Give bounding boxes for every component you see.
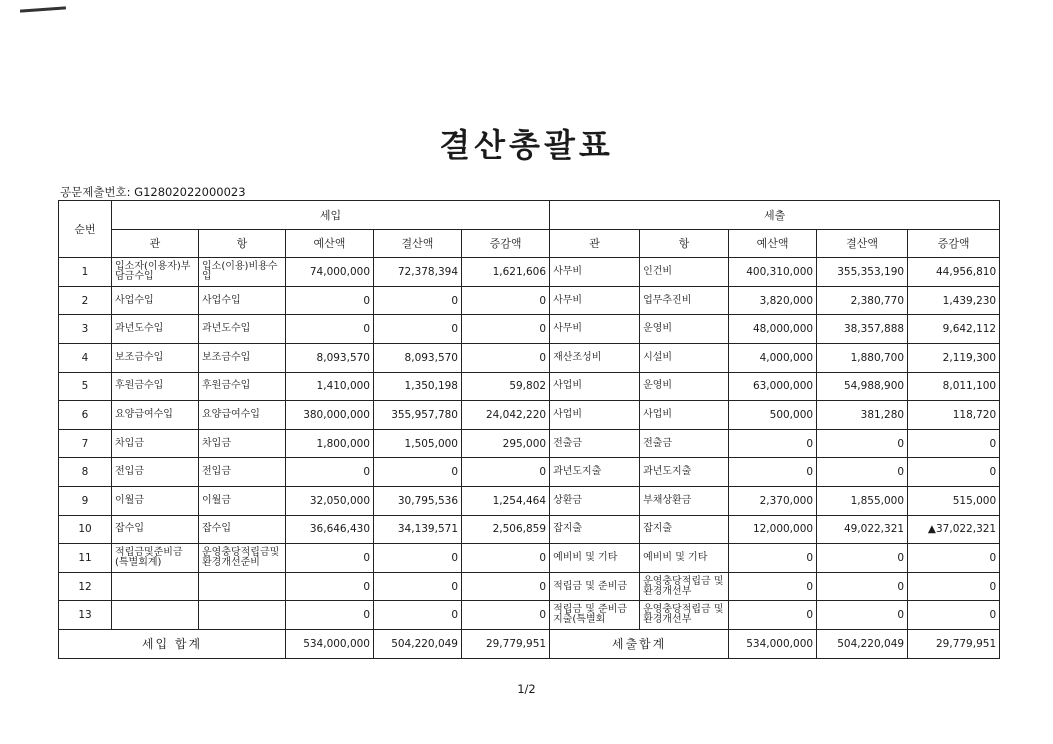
- income-diff-cell: 0: [462, 286, 550, 315]
- income-diff-header: 증감액: [462, 229, 550, 258]
- expense-settled-cell: 0: [817, 544, 908, 573]
- expense-hang-cell: 사업비: [640, 401, 729, 430]
- income-header: 세입: [112, 201, 550, 230]
- income-hang-cell: 잡수입: [199, 515, 286, 544]
- income-hang-cell: 이월금: [199, 486, 286, 515]
- expense-hang-cell: 운영충당적립금 및 환경개선부: [640, 572, 729, 601]
- income-budget-cell: 380,000,000: [286, 401, 374, 430]
- income-diff-cell: 0: [462, 601, 550, 630]
- expense-budget-cell: 63,000,000: [729, 372, 817, 401]
- income-budget-cell: 0: [286, 544, 374, 573]
- expense-budget-header: 예산액: [729, 229, 817, 258]
- expense-gwan-cell: 사무비: [550, 286, 640, 315]
- income-diff-cell: 0: [462, 458, 550, 487]
- expense-gwan-cell: 재산조성비: [550, 343, 640, 372]
- income-total-budget: 534,000,000: [286, 629, 374, 658]
- expense-diff-cell: ▲37,022,321: [908, 515, 1000, 544]
- income-gwan-cell: 차입금: [112, 429, 199, 458]
- expense-header: 세출: [550, 201, 1000, 230]
- expense-budget-cell: 0: [729, 544, 817, 573]
- income-hang-cell: 전입금: [199, 458, 286, 487]
- income-gwan-header: 관: [112, 229, 199, 258]
- income-hang-cell: 보조금수입: [199, 343, 286, 372]
- income-gwan-cell: [112, 572, 199, 601]
- expense-budget-cell: 400,310,000: [729, 258, 817, 287]
- expense-gwan-cell: 상환금: [550, 486, 640, 515]
- income-hang-cell: [199, 601, 286, 630]
- income-budget-cell: 36,646,430: [286, 515, 374, 544]
- document-title: 결산총괄표: [439, 126, 614, 164]
- expense-settled-cell: 0: [817, 429, 908, 458]
- income-budget-cell: 1,410,000: [286, 372, 374, 401]
- expense-budget-cell: 0: [729, 601, 817, 630]
- expense-budget-cell: 0: [729, 458, 817, 487]
- expense-budget-cell: 3,820,000: [729, 286, 817, 315]
- income-gwan-cell: 과년도수입: [112, 315, 199, 344]
- row-number-cell: 4: [59, 343, 112, 372]
- expense-settled-header: 결산액: [817, 229, 908, 258]
- expense-gwan-cell: 잡지출: [550, 515, 640, 544]
- income-diff-cell: 0: [462, 343, 550, 372]
- table-row: [59, 401, 1000, 430]
- expense-diff-cell: 0: [908, 572, 1000, 601]
- expense-hang-cell: 운영충당적립금 및 환경개선부: [640, 601, 729, 630]
- row-number-cell: 9: [59, 486, 112, 515]
- income-budget-cell: 0: [286, 315, 374, 344]
- income-hang-cell: 차입금: [199, 429, 286, 458]
- scan-mark: [20, 6, 66, 12]
- income-settled-cell: 0: [374, 286, 462, 315]
- income-total-label: 세입 합계: [59, 629, 286, 658]
- income-diff-cell: 0: [462, 544, 550, 573]
- totals-row: [59, 629, 1000, 658]
- expense-diff-header: 증감액: [908, 229, 1000, 258]
- expense-budget-cell: 2,370,000: [729, 486, 817, 515]
- income-budget-cell: 0: [286, 286, 374, 315]
- income-hang-cell: [199, 572, 286, 601]
- income-diff-cell: 0: [462, 315, 550, 344]
- expense-total-budget: 534,000,000: [729, 629, 817, 658]
- expense-settled-cell: 1,855,000: [817, 486, 908, 515]
- expense-hang-cell: 예비비 및 기타: [640, 544, 729, 573]
- expense-diff-cell: 0: [908, 601, 1000, 630]
- expense-diff-cell: 1,439,230: [908, 286, 1000, 315]
- income-diff-cell: 59,802: [462, 372, 550, 401]
- row-number-cell: 5: [59, 372, 112, 401]
- expense-total-settled: 504,220,049: [817, 629, 908, 658]
- expense-settled-cell: 0: [817, 601, 908, 630]
- expense-hang-cell: 부채상환금: [640, 486, 729, 515]
- income-total-settled: 504,220,049: [374, 629, 462, 658]
- income-settled-cell: 0: [374, 572, 462, 601]
- expense-settled-cell: 2,380,770: [817, 286, 908, 315]
- income-settled-cell: 1,350,198: [374, 372, 462, 401]
- expense-settled-cell: 49,022,321: [817, 515, 908, 544]
- income-gwan-cell: 적립금및준비금(특별회계): [112, 544, 199, 573]
- expense-gwan-cell: 사무비: [550, 258, 640, 287]
- row-number-cell: 7: [59, 429, 112, 458]
- table-body: [59, 258, 1000, 630]
- row-number-cell: 11: [59, 544, 112, 573]
- income-diff-cell: 295,000: [462, 429, 550, 458]
- income-settled-cell: 8,093,570: [374, 343, 462, 372]
- expense-diff-cell: 44,956,810: [908, 258, 1000, 287]
- expense-diff-cell: 515,000: [908, 486, 1000, 515]
- expense-hang-cell: 잡지출: [640, 515, 729, 544]
- income-gwan-cell: 요양급여수입: [112, 401, 199, 430]
- expense-hang-cell: 운영비: [640, 315, 729, 344]
- income-gwan-cell: 입소자(이용자)부담금수입: [112, 258, 199, 287]
- income-settled-header: 결산액: [374, 229, 462, 258]
- income-hang-cell: 운영충당적립금및환경개선준비: [199, 544, 286, 573]
- seq-header: 순번: [59, 201, 112, 258]
- row-number-cell: 2: [59, 286, 112, 315]
- page-number: 1/2: [517, 682, 536, 696]
- income-diff-cell: 2,506,859: [462, 515, 550, 544]
- income-gwan-cell: [112, 601, 199, 630]
- income-hang-header: 항: [199, 229, 286, 258]
- income-hang-cell: 후원금수입: [199, 372, 286, 401]
- row-number-cell: 10: [59, 515, 112, 544]
- expense-gwan-cell: 사업비: [550, 401, 640, 430]
- income-diff-cell: 1,621,606: [462, 258, 550, 287]
- expense-diff-cell: 9,642,112: [908, 315, 1000, 344]
- header-row-2: [59, 229, 1000, 258]
- expense-hang-cell: 시설비: [640, 343, 729, 372]
- expense-budget-cell: 12,000,000: [729, 515, 817, 544]
- income-hang-cell: 입소(이용)비용수입: [199, 258, 286, 287]
- income-settled-cell: 0: [374, 544, 462, 573]
- expense-gwan-cell: 적립금 및 준비금: [550, 572, 640, 601]
- expense-total-label: 세출합계: [550, 629, 729, 658]
- income-gwan-cell: 후원금수입: [112, 372, 199, 401]
- expense-diff-cell: 2,119,300: [908, 343, 1000, 372]
- expense-budget-cell: 4,000,000: [729, 343, 817, 372]
- row-number-cell: 1: [59, 258, 112, 287]
- income-diff-cell: 24,042,220: [462, 401, 550, 430]
- expense-budget-cell: 48,000,000: [729, 315, 817, 344]
- expense-gwan-header: 관: [550, 229, 640, 258]
- header-row-1: [59, 201, 1000, 230]
- table-row: [59, 544, 1000, 573]
- income-settled-cell: 30,795,536: [374, 486, 462, 515]
- table-row: [59, 315, 1000, 344]
- expense-gwan-cell: 전출금: [550, 429, 640, 458]
- income-gwan-cell: 잡수입: [112, 515, 199, 544]
- table-row: [59, 343, 1000, 372]
- expense-gwan-cell: 적립금 및 준비금 지출(특별회: [550, 601, 640, 630]
- expense-diff-cell: 8,011,100: [908, 372, 1000, 401]
- expense-hang-cell: 운영비: [640, 372, 729, 401]
- expense-settled-cell: 0: [817, 458, 908, 487]
- income-gwan-cell: 이월금: [112, 486, 199, 515]
- expense-settled-cell: 381,280: [817, 401, 908, 430]
- income-gwan-cell: 사업수입: [112, 286, 199, 315]
- document-number: 공문제출번호: G12802022000023: [60, 185, 246, 199]
- income-gwan-cell: 보조금수입: [112, 343, 199, 372]
- expense-diff-cell: 0: [908, 544, 1000, 573]
- table-row: [59, 372, 1000, 401]
- expense-diff-cell: 0: [908, 458, 1000, 487]
- income-budget-cell: 8,093,570: [286, 343, 374, 372]
- income-gwan-cell: 전입금: [112, 458, 199, 487]
- income-settled-cell: 34,139,571: [374, 515, 462, 544]
- table-row: [59, 515, 1000, 544]
- income-diff-cell: 0: [462, 572, 550, 601]
- income-hang-cell: 과년도수입: [199, 315, 286, 344]
- expense-gwan-cell: 사업비: [550, 372, 640, 401]
- income-settled-cell: 72,378,394: [374, 258, 462, 287]
- row-number-cell: 12: [59, 572, 112, 601]
- expense-settled-cell: 355,353,190: [817, 258, 908, 287]
- expense-hang-cell: 업무추진비: [640, 286, 729, 315]
- income-settled-cell: 0: [374, 458, 462, 487]
- income-budget-cell: 32,050,000: [286, 486, 374, 515]
- table-row: [59, 458, 1000, 487]
- expense-settled-cell: 54,988,900: [817, 372, 908, 401]
- income-settled-cell: 1,505,000: [374, 429, 462, 458]
- table-row: [59, 486, 1000, 515]
- table-row: [59, 572, 1000, 601]
- settlement-summary-table: [58, 200, 1000, 659]
- table-row: [59, 286, 1000, 315]
- table-row: [59, 258, 1000, 287]
- expense-budget-cell: 0: [729, 429, 817, 458]
- expense-settled-cell: 1,880,700: [817, 343, 908, 372]
- income-settled-cell: 355,957,780: [374, 401, 462, 430]
- table-row: [59, 429, 1000, 458]
- income-hang-cell: 요양급여수입: [199, 401, 286, 430]
- expense-budget-cell: 500,000: [729, 401, 817, 430]
- income-budget-cell: 0: [286, 601, 374, 630]
- income-budget-cell: 74,000,000: [286, 258, 374, 287]
- row-number-cell: 8: [59, 458, 112, 487]
- row-number-cell: 13: [59, 601, 112, 630]
- expense-gwan-cell: 예비비 및 기타: [550, 544, 640, 573]
- income-settled-cell: 0: [374, 601, 462, 630]
- table-row: [59, 601, 1000, 630]
- expense-diff-cell: 118,720: [908, 401, 1000, 430]
- expense-budget-cell: 0: [729, 572, 817, 601]
- expense-gwan-cell: 과년도지출: [550, 458, 640, 487]
- row-number-cell: 6: [59, 401, 112, 430]
- expense-gwan-cell: 사무비: [550, 315, 640, 344]
- expense-settled-cell: 38,357,888: [817, 315, 908, 344]
- row-number-cell: 3: [59, 315, 112, 344]
- income-settled-cell: 0: [374, 315, 462, 344]
- income-hang-cell: 사업수입: [199, 286, 286, 315]
- income-diff-cell: 1,254,464: [462, 486, 550, 515]
- expense-diff-cell: 0: [908, 429, 1000, 458]
- expense-hang-cell: 전출금: [640, 429, 729, 458]
- expense-settled-cell: 0: [817, 572, 908, 601]
- expense-hang-cell: 과년도지출: [640, 458, 729, 487]
- expense-hang-header: 항: [640, 229, 729, 258]
- income-budget-cell: 0: [286, 572, 374, 601]
- income-budget-cell: 0: [286, 458, 374, 487]
- income-total-diff: 29,779,951: [462, 629, 550, 658]
- expense-total-diff: 29,779,951: [908, 629, 1000, 658]
- income-budget-cell: 1,800,000: [286, 429, 374, 458]
- income-budget-header: 예산액: [286, 229, 374, 258]
- expense-hang-cell: 인건비: [640, 258, 729, 287]
